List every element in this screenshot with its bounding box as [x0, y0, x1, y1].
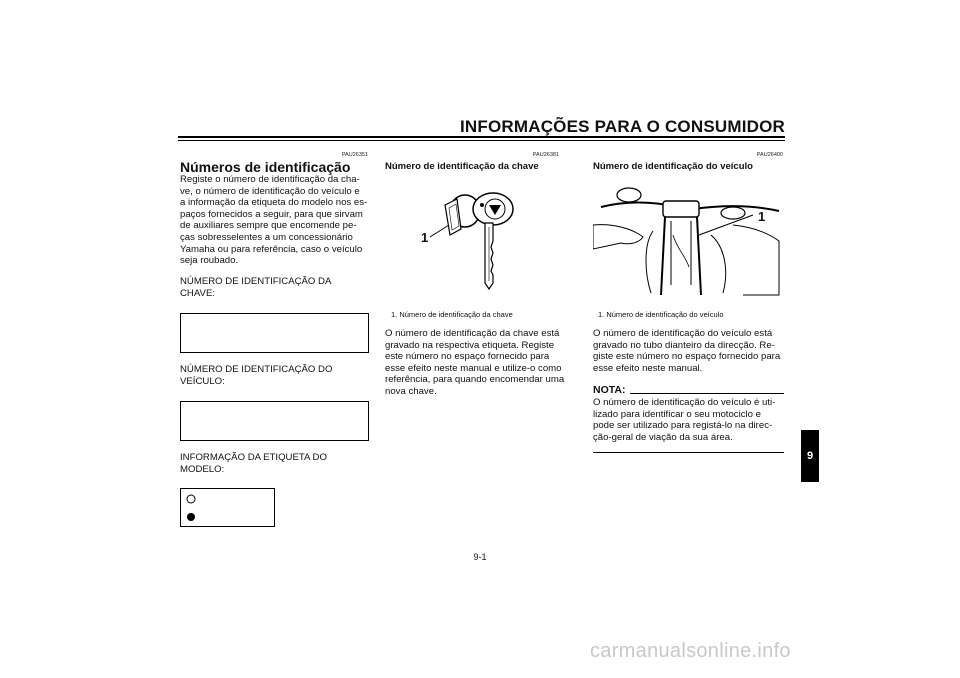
model-label-label: INFORMAÇÃO DA ETIQUETA DO MODELO:	[180, 452, 327, 475]
section-code: PAU26381	[532, 152, 559, 158]
nota-text: O número de identificação do veículo é uti- lizado para identificar o seu motociclo e pode ser utilizado para registá-lo na direc- ção-geral de viação da sua área.	[593, 397, 776, 443]
model-label-marks	[181, 489, 274, 526]
header-rule-thin	[178, 140, 785, 141]
frame-illustration	[593, 175, 783, 305]
page-number: 9-1	[473, 552, 487, 562]
section-code: PAU26351	[341, 152, 368, 158]
section-heading: Número de identificação da chave	[385, 161, 539, 172]
header-rule	[178, 136, 785, 138]
vehicle-text: O número de identificação do veículo está gravado no tubo dianteiro da direcção. Re- giste este número no espaço fornecido para esse efeito neste manual.	[593, 328, 781, 374]
key-text: O número de identificação da chave está gravado na respectiva etiqueta. Registe este número no espaço fornecido para esse efeito neste manual e utilize-o como referência, para quando encomendar uma nova chave.	[385, 328, 565, 397]
chapter-tab: 9	[801, 430, 819, 482]
section-heading: Número de identificação do veículo	[593, 161, 753, 172]
section-heading: Números de identificação	[180, 159, 351, 175]
callout-number: 1	[758, 209, 766, 224]
key-number-label: NÚMERO DE IDENTIFICAÇÃO DA CHAVE:	[180, 276, 332, 299]
nota-title: NOTA:	[593, 384, 626, 396]
nota-rule-top	[630, 393, 784, 394]
page-header-title: INFORMAÇÕES PARA O CONSUMIDOR	[459, 117, 785, 136]
vehicle-number-field[interactable]	[180, 401, 369, 441]
key-number-field[interactable]	[180, 313, 369, 353]
key-illustration	[385, 175, 575, 305]
vehicle-number-label: NÚMERO DE IDENTIFICAÇÃO DO VEÍCULO:	[180, 364, 333, 387]
watermark: carmanualsonline.info	[590, 640, 791, 662]
intro-text: Registe o número de identificação da cha- ve, o número de identificação do veículo e a informação da etiqueta do modelo nos es- paços fornecidos a seguir, para que sirvam de auxiliares sempre que encomende pe- ças sobresselentes a um concessionário Yamaha ou para referência, caso o veículo seja roubado.	[180, 174, 368, 267]
figure-caption: 1. Número de identificação do veículo	[598, 310, 724, 319]
model-label-field[interactable]	[180, 488, 275, 527]
figure-caption: 1. Número de identificação da chave	[391, 310, 513, 319]
callout-number: 1	[421, 230, 429, 245]
section-code: PAU26400	[756, 152, 783, 158]
nota-rule-bottom	[593, 452, 784, 453]
